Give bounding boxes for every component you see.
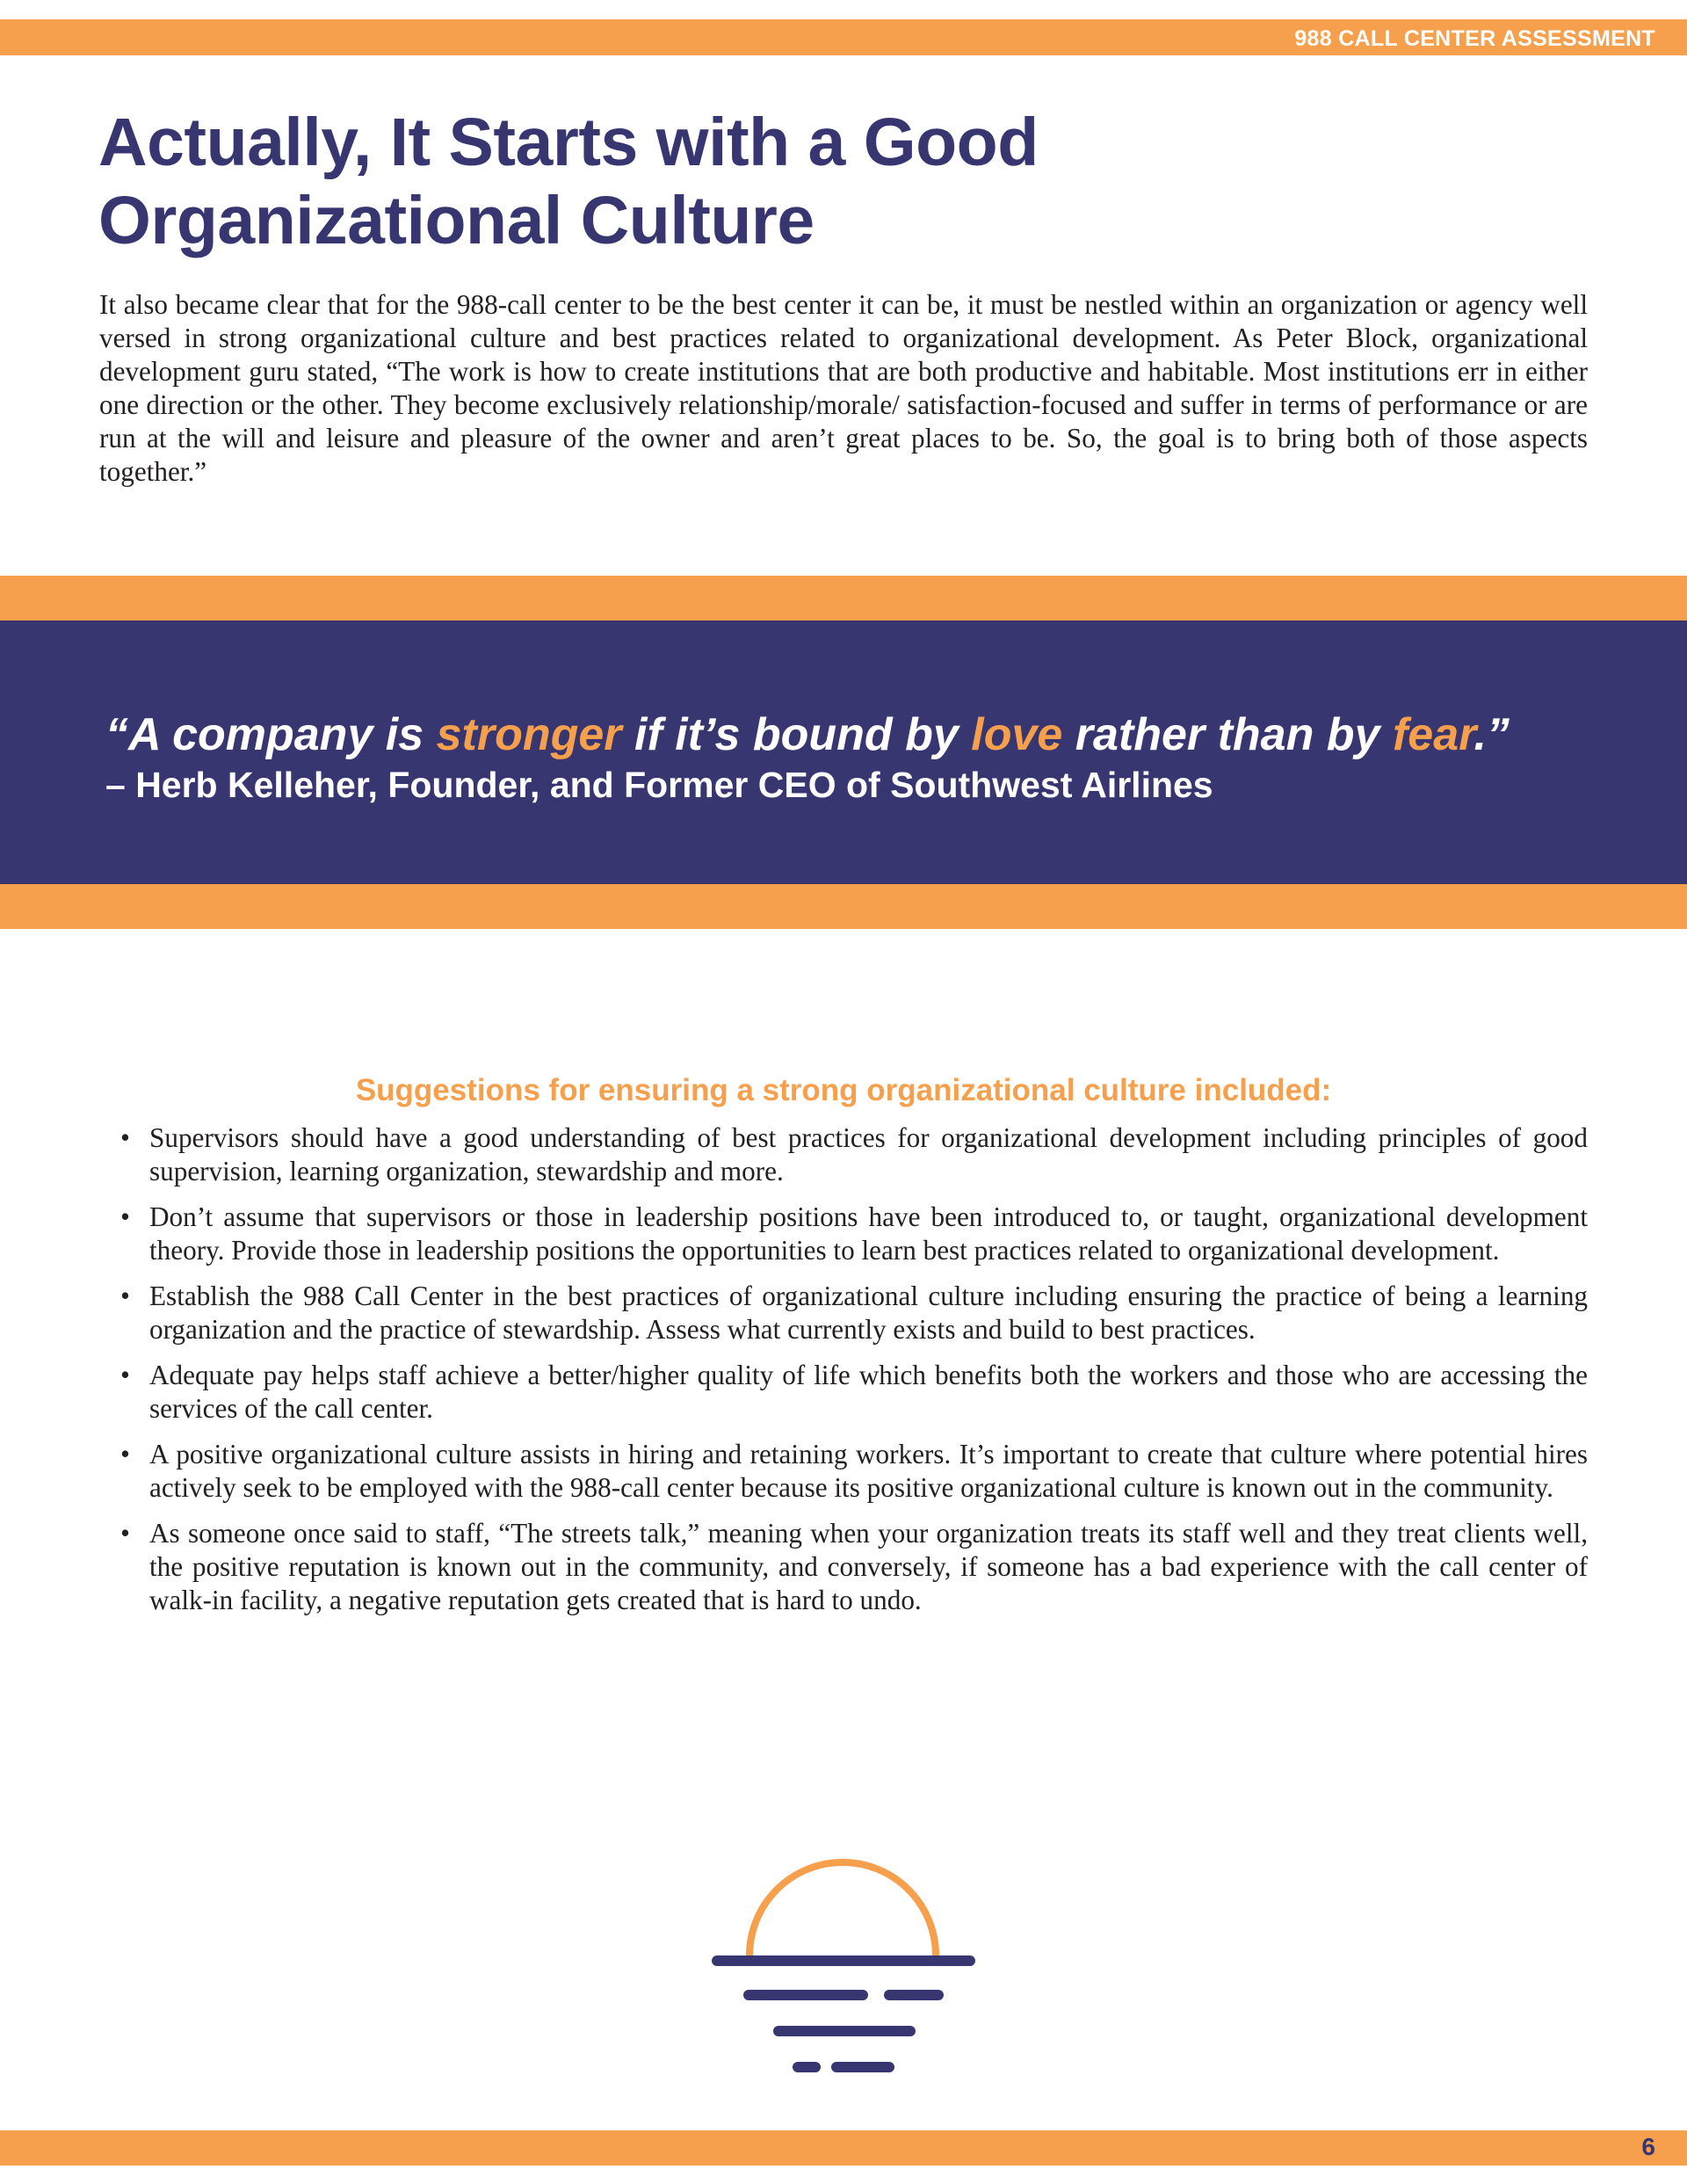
bullet-icon: • (120, 1439, 130, 1469)
quote-text: .” (1473, 709, 1510, 760)
page-title-line-2: Organizational Culture (98, 183, 815, 258)
list-item (99, 1438, 1588, 1505)
quote-attribution: – Herb Kelleher, Founder, and Former CEO of Southwest Airlines (105, 765, 1213, 805)
water-lines (717, 1961, 970, 2067)
report-title-label: 988 CALL CENTER ASSESSMENT (1294, 26, 1655, 51)
pull-quote (105, 708, 1652, 761)
list-item-text: Adequate pay helps staff achieve a better/higher quality of life which benefits both the workers and those who are accessing the services of the call center. (149, 1360, 1588, 1424)
footer-bar (0, 2130, 1687, 2166)
list-item (99, 1201, 1588, 1267)
list-item-text: Establish the 988 Call Center in the best practices of organizational culture including ensuring the practice of being a learning organization and the practice of stewardship. Assess what currently exists and build to best practices. (149, 1281, 1588, 1345)
quote-text: rather than by (1062, 709, 1393, 760)
sunset-over-water-icon (708, 1856, 979, 2076)
quote-text: if it’s bound by (621, 709, 972, 760)
list-item-text: Don’t assume that supervisors or those in leadership positions have been introduced to, or taught, organizational development theory. Provide those in leadership positions the opportunities to learn best practices related to organizational development. (149, 1201, 1588, 1266)
page-title (98, 104, 1241, 260)
list-item-text: A positive organizational culture assists in hiring and retaining workers. It’s important to create that culture where potential hires actively seek to be employed with the 988-call center because its positive organizational culture is known out in the community. (149, 1439, 1588, 1503)
list-item (99, 1121, 1588, 1188)
bullet-icon: • (120, 1201, 130, 1232)
list-item (99, 1359, 1588, 1426)
page-number: 6 (1641, 2133, 1655, 2160)
list-item (99, 1517, 1588, 1617)
quote-band-top-stripe (0, 576, 1687, 620)
quote-highlight-fear: fear (1392, 709, 1474, 760)
quote-band-bottom-stripe (0, 884, 1687, 929)
bullet-icon: • (120, 1360, 130, 1390)
bullet-icon: • (120, 1122, 130, 1153)
quote-highlight-love: love (971, 709, 1063, 760)
sun-arc (749, 1862, 936, 1955)
bullet-icon: • (120, 1518, 130, 1549)
list-item (99, 1280, 1588, 1346)
list-item-text: Supervisors should have a good understanding of best practices for organizational development including principles of good supervision, learning organization, stewardship and more. (149, 1122, 1588, 1186)
suggestions-list (99, 1121, 1588, 1629)
bullet-icon: • (120, 1281, 130, 1311)
quote-highlight-stronger: stronger (436, 709, 622, 760)
intro-paragraph: It also became clear that for the 988-call center to be the best center it can be, it must be nestled within an organization or agency well versed in strong organizational culture and best practices related to organizational development. As Peter Block, organizational development guru stated, “The work is how to create institutions that are both productive and habitable. Most institutions err in either one direction or the other. They become exclusively relationship/morale/ satisfaction-focused and suffer in terms of performance or are run at the will and leisure and pleasure of the owner and aren’t great places to be. So, the goal is to bring both of those aspects together.” (99, 289, 1588, 487)
header-bar (0, 19, 1687, 55)
quote-text: “A company is (105, 709, 437, 760)
list-item-text: As someone once said to staff, “The streets talk,” meaning when your organization treats its staff well and they treat clients well, the positive reputation is known out in the community, and conversely, if someone has a bad experience with the call center of walk-in facility, a negative reputation gets created that is hard to undo. (149, 1518, 1588, 1615)
page-title-line-1: Actually, It Starts with a Good (98, 105, 1039, 180)
suggestions-heading: Suggestions for ensuring a strong organizational culture included: (355, 1073, 1332, 1107)
